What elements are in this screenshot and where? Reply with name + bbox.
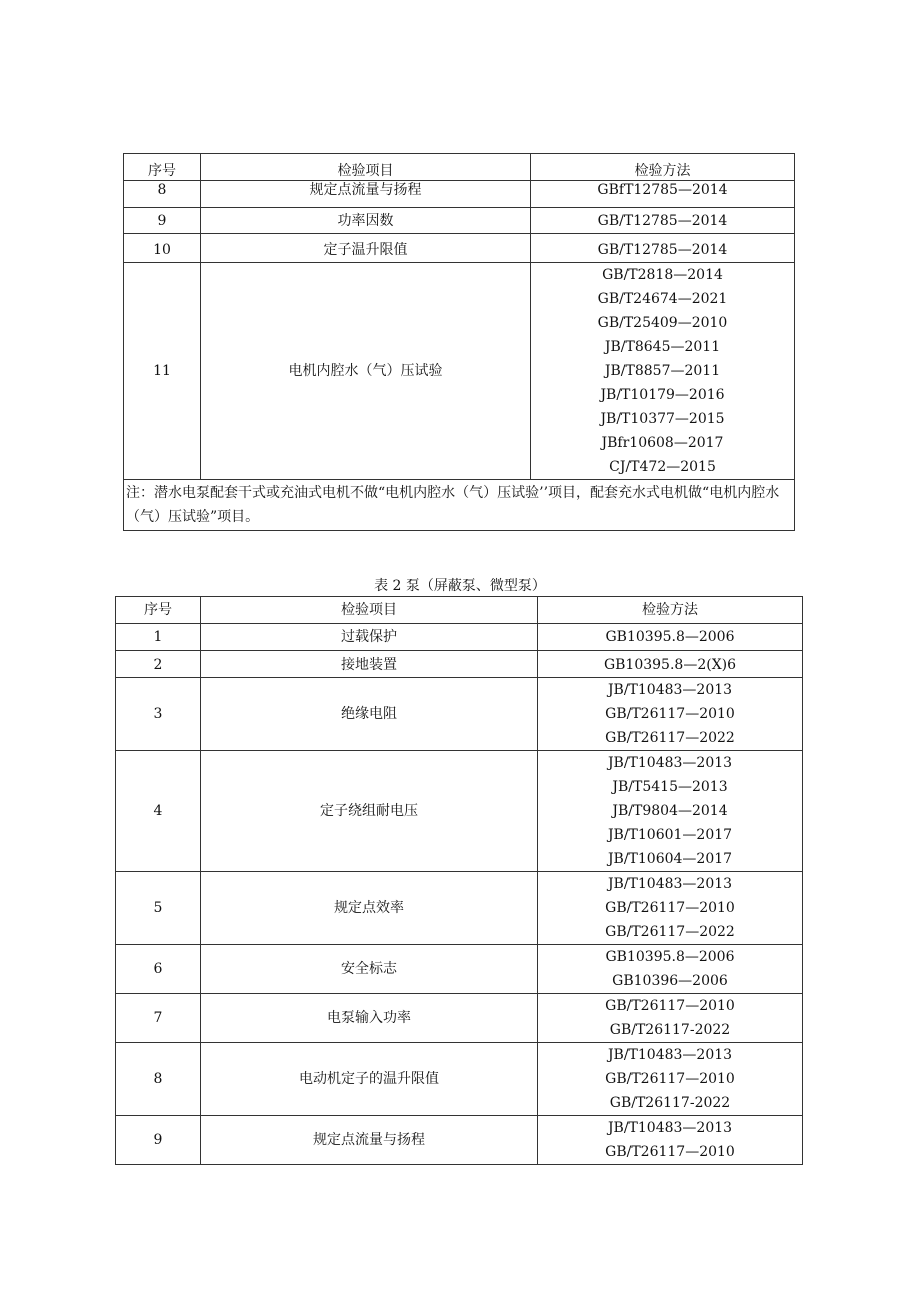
- row-seq: 3: [116, 678, 201, 751]
- row-method-list: [538, 678, 803, 751]
- row-seq: 8: [116, 1043, 201, 1116]
- method-standard: GB/T26117—2010: [605, 900, 735, 916]
- inspection-table-1: [123, 153, 795, 531]
- row-seq: 6: [116, 945, 201, 994]
- row-item: 定子温升限值: [201, 234, 531, 263]
- row-seq: 4: [116, 751, 201, 872]
- method-standard: JB/T5415—2013: [612, 779, 728, 795]
- method-standard: JB/T10483—2013: [607, 1047, 733, 1063]
- method-standard: GB/T25409—2010: [597, 315, 728, 331]
- row-item: 电泵输入功率: [201, 994, 538, 1043]
- row-seq: 1: [116, 624, 201, 651]
- row-item: 规定点流量与扬程: [201, 1116, 538, 1165]
- table-row: [116, 1043, 803, 1116]
- row-seq: 8: [124, 181, 201, 208]
- row-method: GBfT12785—2014: [531, 181, 795, 208]
- method-standard: JB/T10483—2013: [607, 682, 733, 698]
- table-row: [116, 624, 803, 651]
- table-caption: 表 2 泵（屏蔽泵、微型泵）: [374, 578, 546, 594]
- row-seq: 5: [116, 872, 201, 945]
- method-standard: JB/T10483—2013: [607, 755, 733, 771]
- table-row: [116, 1116, 803, 1165]
- table-row: [116, 678, 803, 751]
- method-standard: JBfr10608—2017: [601, 435, 724, 451]
- method-standard: JB/T10179—2016: [600, 387, 725, 403]
- method-standard: GB/T26117—2022: [605, 730, 735, 746]
- row-item: 规定点效率: [201, 872, 538, 945]
- row-method-list: [538, 1116, 803, 1165]
- method-standard: JB/T10483—2013: [607, 1120, 733, 1136]
- table-row: [124, 263, 795, 480]
- header-item: 检验项目: [201, 154, 531, 181]
- row-seq: 11: [124, 263, 201, 480]
- method-standard: GB/T24674—2021: [597, 291, 728, 307]
- method-standard: GB/T26117-2022: [609, 1095, 731, 1111]
- row-method: GB10395.8—2006: [538, 624, 803, 651]
- row-method: GB/T12785—2014: [531, 234, 795, 263]
- row-item: 电动机定子的温升限值: [201, 1043, 538, 1116]
- header-item: 检验项目: [201, 597, 538, 624]
- row-method-list: [538, 872, 803, 945]
- row-item: 电机内腔水（气）压试验: [201, 263, 531, 480]
- method-standard: JB/T9804—2014: [612, 803, 728, 819]
- row-method-list: [538, 751, 803, 872]
- row-method: GB/T12785—2014: [531, 208, 795, 234]
- method-standard: JB/T10483—2013: [607, 876, 733, 892]
- row-item: 过载保护: [201, 624, 538, 651]
- table-row: [124, 208, 795, 234]
- row-item: 绝缘电阻: [201, 678, 538, 751]
- note-row: [124, 480, 795, 531]
- row-seq: 9: [124, 208, 201, 234]
- method-standard: GB10396—2006: [612, 973, 728, 989]
- table-row: [116, 994, 803, 1043]
- header-method: 检验方法: [531, 154, 795, 181]
- method-standard: GB/T26117—2010: [605, 706, 735, 722]
- method-standard: GB/T2818—2014: [602, 267, 723, 283]
- row-method-list: [538, 945, 803, 994]
- row-item: 接地装置: [201, 651, 538, 678]
- method-standard: JB/T8857—2011: [604, 363, 721, 379]
- row-seq: 10: [124, 234, 201, 263]
- row-method: GB10395.8—2(X)6: [538, 651, 803, 678]
- row-seq: 9: [116, 1116, 201, 1165]
- row-seq: 2: [116, 651, 201, 678]
- row-method-list: [538, 1043, 803, 1116]
- table-row: [116, 751, 803, 872]
- inspection-table-2: [115, 596, 803, 1165]
- method-standard: CJ/T472—2015: [609, 459, 716, 475]
- method-standard: JB/T10377—2015: [600, 411, 725, 427]
- row-item: 定子绕组耐电压: [201, 751, 538, 872]
- header-method: 检验方法: [538, 597, 803, 624]
- method-standard: JB/T10604—2017: [607, 851, 733, 867]
- row-seq: 7: [116, 994, 201, 1043]
- method-standard: JB/T10601—2017: [607, 827, 733, 843]
- method-standard: GB/T26117-2022: [609, 1022, 731, 1038]
- table-note: 注：潜水电泵配套干式或充油式电机不做“电机内腔水（气）压试验’’项目，配套充水式电机做“电机内腔水（气）压试验”项目。: [124, 480, 795, 531]
- table-header-row: [116, 597, 803, 624]
- header-seq: 序号: [116, 597, 201, 624]
- method-standard: GB/T26117—2010: [605, 998, 735, 1014]
- header-seq: 序号: [124, 154, 201, 181]
- table-row: [124, 181, 795, 208]
- method-standard: GB/T26117—2022: [605, 924, 735, 940]
- method-standard: JB/T8645—2011: [604, 339, 721, 355]
- row-method-list: [531, 263, 795, 480]
- table-row: [116, 945, 803, 994]
- method-standard: GB/T26117—2010: [605, 1071, 735, 1087]
- row-method-list: [538, 994, 803, 1043]
- table-header-row: [124, 154, 795, 181]
- row-item: 规定点流量与扬程: [201, 181, 531, 208]
- row-item: 功率因数: [201, 208, 531, 234]
- table-row: [124, 234, 795, 263]
- row-item: 安全标志: [201, 945, 538, 994]
- table-row: [116, 651, 803, 678]
- method-standard: GB/T26117—2010: [605, 1144, 735, 1160]
- table-row: [116, 872, 803, 945]
- method-standard: GB10395.8—2006: [605, 949, 735, 965]
